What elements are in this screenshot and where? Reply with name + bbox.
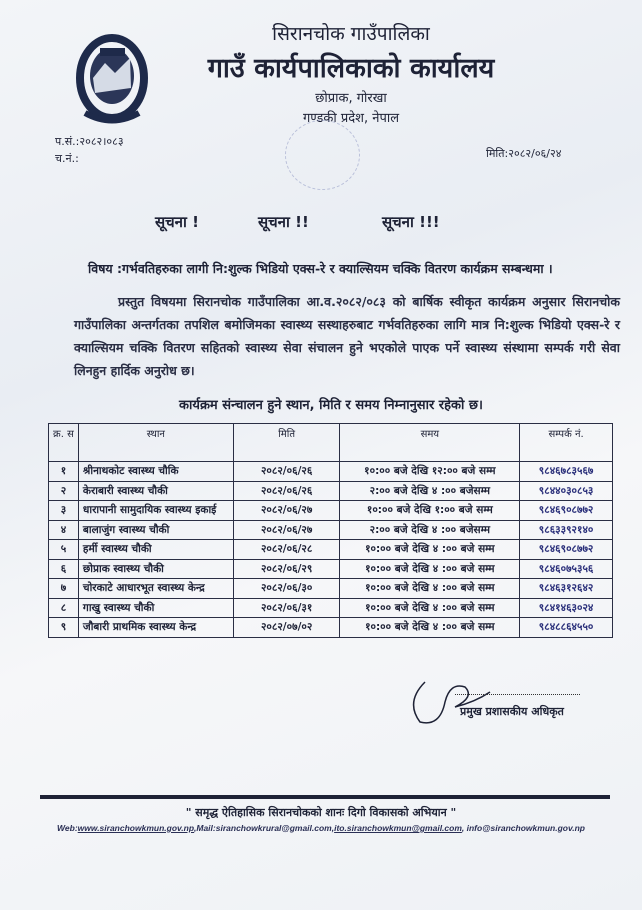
time-cell: २:०० बजे देखि ४ :०० बजेसम्म	[340, 520, 520, 540]
table-row	[49, 462, 613, 482]
serial-cell: ३	[49, 501, 79, 521]
contact-cell: ९८४६९०८७७२	[520, 540, 613, 560]
time-cell: १०:०० बजे देखि ४ :०० बजे सम्म	[340, 540, 520, 560]
place-cell: जौबारी प्राथमिक स्वास्थ्य केन्द्र	[78, 618, 233, 638]
place-cell: हर्मी स्वास्थ्य चौकी	[78, 540, 233, 560]
office-name: गाउँ कार्यपालिकाको कार्यालय	[207, 53, 495, 84]
signature-line	[455, 694, 580, 695]
table-header-row	[49, 424, 613, 462]
table-row	[49, 540, 613, 560]
contact-cell: ९८६३३९२१४०	[520, 520, 613, 540]
email-link[interactable]: , info@siranchowkmun.gov.np	[461, 823, 585, 833]
header-time: समय	[340, 424, 520, 462]
table-row	[49, 481, 613, 501]
table-row	[49, 598, 613, 618]
serial-cell: २	[49, 481, 79, 501]
date-cell: २०८२/०६/२६	[233, 462, 340, 482]
date-cell: २०८२/०६/२६	[233, 481, 340, 501]
contact-cell: ९८४८८६४५५०	[520, 618, 613, 638]
notice-heading: सूचना !	[155, 213, 199, 231]
header-place: स्थान	[78, 424, 233, 462]
mail-label: ,Mail:	[194, 823, 216, 833]
address-line-1: छोप्राक, गोरखा	[315, 91, 387, 106]
place-cell: केराबारी स्वास्थ्य चौकी	[78, 481, 233, 501]
place-cell: चोरकाटे आधारभूत स्वास्थ्य केन्द्र	[78, 579, 233, 599]
time-cell: १०:०० बजे देखि ४ :०० बजे सम्म	[340, 618, 520, 638]
body-paragraph: प्रस्तुत विषयमा सिरानचोक गाउँपालिका आ.व.२०८२/०८३ को बार्षिक स्वीकृत कार्यक्रम अनुसार सिरानचोक गाउँपालिका अन्तर्गतका तपशिल बमोजिमका स्वास्थ्य सस्थाहरुबाट गर्भवतिहरुका लागि मात्र नि:शुल्क भिडियो एक्स-रे र क्याल्सियम चक्कि वितरण सहितको स्वास्थ्य सेवा संचालन हुने भएकोले पाएक पर्ने स्वास्थ्य संस्थामा सम्पर्क गरी सेवा लिनहुन हार्दिक अनुरोध छ।	[74, 294, 620, 378]
table-row	[49, 618, 613, 638]
footer-slogan: " समृद्ध ऐतिहासिक सिरानचोकको शानः दिगो विकासको अभियान "	[185, 806, 457, 819]
time-cell: १०:०० बजे देखि १:०० बजे सम्म	[340, 501, 520, 521]
serial-cell: ५	[49, 540, 79, 560]
table-row	[49, 520, 613, 540]
notice-heading: सूचना !!	[258, 213, 309, 231]
place-cell: श्रीनाथकोट स्वास्थ्य चौकि	[78, 462, 233, 482]
date-cell: २०८२/०६/३१	[233, 598, 340, 618]
notice-heading: सूचना !!!	[382, 213, 440, 231]
header-date: मिति	[233, 424, 340, 462]
table-row	[49, 559, 613, 579]
serial-cell: ४	[49, 520, 79, 540]
footer-contacts	[0, 823, 642, 833]
footer-divider	[40, 795, 610, 799]
date-cell: २०८२/०६/३०	[233, 579, 340, 599]
serial-cell: ९	[49, 618, 79, 638]
email-link[interactable]: siranchowkrural@gmail.com,	[215, 823, 335, 833]
time-cell: १०:०० बजे देखि ४ :०० बजे सम्म	[340, 598, 520, 618]
date-cell: २०८२/०६/२८	[233, 540, 340, 560]
place-cell: धारापानी सामुदायिक स्वास्थ्य इकाई	[78, 501, 233, 521]
dispatch-number: च.नं.:	[55, 152, 79, 165]
subject-line: विषय :गर्भवतिहरुका लागी नि:शुल्क भिडियो एक्स-रे र क्याल्सियम चक्कि वितरण कार्यक्रम सम्बन्धमा ।	[88, 261, 553, 276]
reference-number: प.सं.:२०८२।०८३	[55, 135, 124, 148]
contact-cell: ९८४६३१२६४२	[520, 579, 613, 599]
header-serial: क्र. स	[49, 424, 79, 462]
header-contact: सम्पर्क नं.	[520, 424, 613, 462]
table-intro: कार्यक्रम संन्चालन हुने स्थान, मिति र समय निम्नानुसार रहेको छ।	[179, 398, 483, 413]
contact-cell: ९८४६७८३५६७	[520, 462, 613, 482]
serial-cell: ८	[49, 598, 79, 618]
date-cell: २०८२/०६/२९	[233, 559, 340, 579]
time-cell: २:०० बजे देखि ४ :०० बजेसम्म	[340, 481, 520, 501]
letter-date: मिति:२०८२/०६/२४	[486, 147, 562, 160]
contact-cell: ९८४६९०८७७२	[520, 501, 613, 521]
office-stamp	[285, 120, 360, 190]
date-cell: २०८२/०६/२७	[233, 501, 340, 521]
place-cell: गाखु स्वास्थ्य चौकी	[78, 598, 233, 618]
place-cell: छोप्राक स्वास्थ्य चौकी	[78, 559, 233, 579]
signatory-title: प्रमुख प्रशासकीय अधिकृत	[460, 705, 564, 718]
schedule-table	[48, 423, 613, 638]
date-cell: २०८२/०६/२७	[233, 520, 340, 540]
time-cell: १०:०० बजे देखि ४ :०० बजे सम्म	[340, 559, 520, 579]
place-cell: बालाजुंग स्वास्थ्य चौकी	[78, 520, 233, 540]
time-cell: १०:०० बजे देखि ४ :०० बजे सम्म	[340, 579, 520, 599]
serial-cell: १	[49, 462, 79, 482]
date-cell: २०८२/०७/०२	[233, 618, 340, 638]
table-row	[49, 579, 613, 599]
website-link[interactable]: www.siranchowkmun.gov.np	[77, 823, 195, 833]
municipality-name: सिरानचोक गाउँपालिका	[272, 23, 430, 45]
serial-cell: ६	[49, 559, 79, 579]
signature	[405, 672, 495, 732]
email-link[interactable]: ito.siranchowkmun@gmail.com	[334, 823, 462, 833]
contact-cell: ९८४१४६३०२४	[520, 598, 613, 618]
contact-cell: ९८४४०३०८५३	[520, 481, 613, 501]
table-row	[49, 501, 613, 521]
serial-cell: ७	[49, 579, 79, 599]
web-label: Web:	[57, 823, 78, 833]
contact-cell: ९८४६०७५३५६	[520, 559, 613, 579]
address-line-2: गण्डकी प्रदेश, नेपाल	[302, 111, 400, 126]
time-cell: १०:०० बजे देखि १२:०० बजे सम्म	[340, 462, 520, 482]
